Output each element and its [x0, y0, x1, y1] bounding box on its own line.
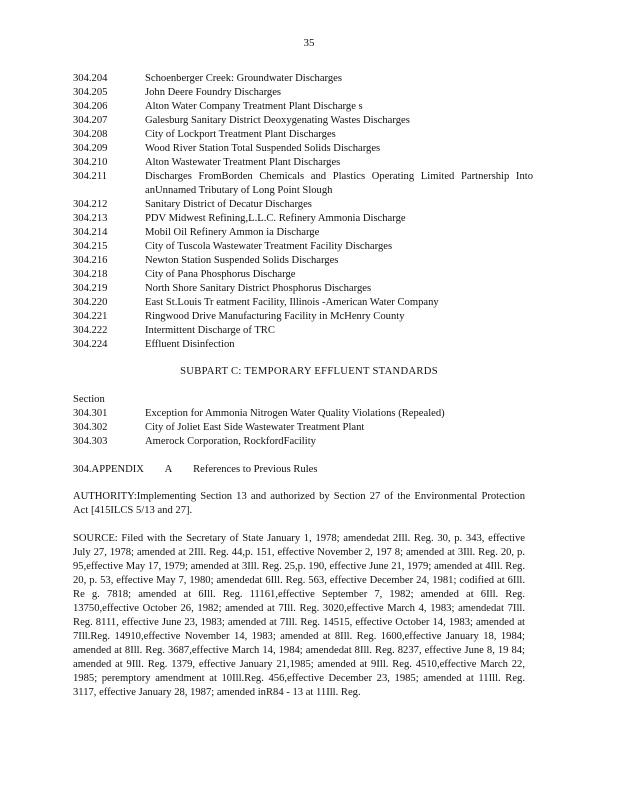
toc-row — [73, 86, 533, 100]
section-title: City of Tuscola Wastewater Treatment Facility Discharges — [145, 241, 393, 252]
section-title: Amerock Corporation, RockfordFacility — [145, 436, 316, 447]
section-number: 304.219 — [73, 283, 108, 294]
toc-row — [73, 268, 533, 282]
toc-row — [73, 100, 533, 114]
section-title: Wood River Station Total Suspended Solids Discharges — [145, 143, 381, 154]
section-number: 304.301 — [73, 408, 108, 419]
section-title: Galesburg Sanitary District Deoxygenating Wastes Discharges — [145, 115, 410, 126]
toc-row — [73, 226, 533, 240]
appendix-title: References to Previous Rules — [193, 464, 318, 475]
section-number: 304.222 — [73, 325, 108, 336]
toc-row — [73, 254, 533, 268]
section-title: Exception for Ammonia Nitrogen Water Quality Violations (Repealed) — [145, 408, 445, 419]
toc-row — [73, 338, 533, 352]
section-number: 304.218 — [73, 269, 108, 280]
section-number: 304.303 — [73, 436, 108, 447]
appendix-entry — [73, 463, 533, 477]
toc-row — [73, 310, 533, 324]
section-number: 304.302 — [73, 422, 108, 433]
toc-row — [73, 142, 533, 156]
section-title: Sanitary District of Decatur Discharges — [145, 199, 312, 210]
toc-row — [73, 296, 533, 310]
section-number: 304.220 — [73, 297, 108, 308]
section-number: 304.209 — [73, 143, 108, 154]
section-number: 304.215 — [73, 241, 108, 252]
section-column-label: Section — [73, 394, 105, 405]
section-number: 304.211 — [73, 171, 108, 182]
section-title: Ringwood Drive Manufacturing Facility in McHenry County — [145, 311, 405, 322]
toc-row — [73, 128, 533, 142]
appendix-letter: A — [164, 464, 172, 475]
toc-row — [73, 212, 533, 226]
section-number: 304.214 — [73, 227, 108, 238]
section-title: Alton Water Company Treatment Plant Discharge s — [145, 101, 363, 112]
toc-row — [73, 407, 533, 421]
section-title: City of Pana Phosphorus Discharge — [145, 269, 296, 280]
section-title: Effluent Disinfection — [145, 339, 235, 350]
section-title: East St.Louis Tr eatment Facility, Illinois -American Water Company — [145, 297, 439, 308]
section-number: 304.212 — [73, 199, 108, 210]
toc-list-subpart-c — [73, 407, 533, 449]
section-title: North Shore Sanitary District Phosphorus Discharges — [145, 283, 372, 294]
section-title: PDV Midwest Refining,L.L.C. Refinery Ammonia Discharge — [145, 213, 406, 224]
toc-row — [73, 170, 533, 198]
section-number: 304.208 — [73, 129, 108, 140]
section-number: 304.210 — [73, 157, 108, 168]
section-title: Newton Station Suspended Solids Discharges — [145, 255, 339, 266]
toc-row — [73, 114, 533, 128]
section-title: Intermittent Discharge of TRC — [145, 325, 275, 336]
section-title: Discharges FromBorden Chemicals and Plastics Operating Limited Partnership Into anUnnamed Tributary of Long Point Slough — [145, 171, 533, 196]
section-number: 304.206 — [73, 101, 108, 112]
section-title: Mobil Oil Refinery Ammon ia Discharge — [145, 227, 320, 238]
page-number: 35 — [303, 37, 315, 49]
subpart-heading: SUBPART C: TEMPORARY EFFLUENT STANDARDS — [180, 366, 438, 377]
toc-list-subpart-b — [73, 72, 533, 352]
source-paragraph: SOURCE: Filed with the Secretary of State January 1, 1978; amendedat 2Ill. Reg. 30, p. 343, effective July 27, 1978; amended at 2Ill. Reg. 44,p. 151, effective November 2, 197 8; amended at 3Ill. Reg. 20, p. 95,effective May 17, 1979; amended at 3Ill. Reg. 25,p. 190, effective June 21, 1979; amended at 4Ill. Reg. 20, p. 53, effective May 7, 1980; amendedat 6Ill. Reg. 563, effective December 24, 1981; codified at 6Ill. Re g. 7818; amended at 6Ill. Reg. 11161,effective September 7, 1982; amended at 6Ill. Reg. 13750,effective October 26, 1982; amended at 7Ill. Reg. 3020,effective March 4, 1983; amendedat 7Ill. Reg. 8111, effective June 23, 1983; amended at 7Ill. Reg. 14515, effective October 14, 1983; amended at 7Ill.Reg. 14910,effective November 14, 1983; amended at 8Ill. Reg. 1600,effective January 18, 1984; amended at 8Ill. Reg. 3687,effective March 14, 1984; amendedat 8Ill. Reg. 8237, effective June 8, 19 84; amended at 9Ill. Reg. 1379, effective January 21,1985; amended at 9Ill. Reg. 4510,effective March 22, 1985; peremptory amendment at 10Ill.Reg. 456,effective December 23, 1985; amended at 11Ill. Reg. 3117, effective January 28, 1987; amended inR84 - 13 at 11Ill. Reg. — [73, 533, 525, 698]
authority-paragraph: AUTHORITY:Implementing Section 13 and authorized by Section 27 of the Environmental Protection Act [415ILCS 5/13 and 27]. — [73, 491, 525, 516]
section-title: City of Joliet East Side Wastewater Treatment Plant — [145, 422, 365, 433]
section-number: 304.205 — [73, 87, 108, 98]
section-title: City of Lockport Treatment Plant Discharges — [145, 129, 336, 140]
toc-row — [73, 156, 533, 170]
section-number: 304.221 — [73, 311, 108, 322]
section-title: John Deere Foundry Discharges — [145, 87, 282, 98]
toc-row — [73, 421, 533, 435]
toc-row — [73, 282, 533, 296]
toc-row — [73, 240, 533, 254]
appendix-number: 304.APPENDIX — [73, 464, 144, 475]
toc-row — [73, 72, 533, 86]
section-number: 304.224 — [73, 339, 108, 350]
section-number: 304.204 — [73, 73, 108, 84]
toc-row — [73, 324, 533, 338]
toc-row — [73, 198, 533, 212]
section-title: Alton Wastewater Treatment Plant Discharges — [145, 157, 341, 168]
toc-row — [73, 435, 533, 449]
section-number: 304.213 — [73, 213, 108, 224]
section-number: 304.216 — [73, 255, 108, 266]
section-number: 304.207 — [73, 115, 108, 126]
section-title: Schoenberger Creek: Groundwater Discharges — [145, 73, 342, 84]
